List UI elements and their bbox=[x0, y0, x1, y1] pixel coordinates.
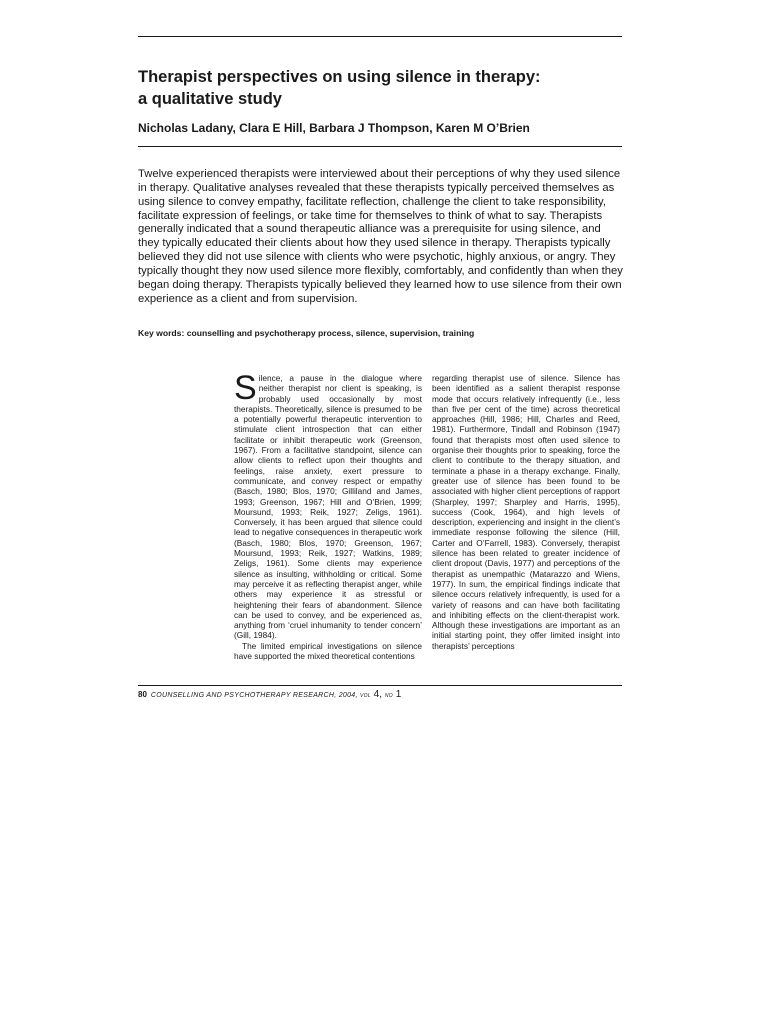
article-title bbox=[138, 66, 622, 110]
volume-label: vol bbox=[360, 692, 371, 699]
body-column-left bbox=[234, 369, 422, 662]
issue-label: no bbox=[384, 692, 393, 699]
page-footer bbox=[138, 689, 622, 701]
body-paragraph: The limited empirical investigations on silence have supported the mixed theoretical contentions bbox=[234, 640, 422, 662]
top-rule bbox=[138, 36, 622, 37]
body-column-right bbox=[432, 373, 620, 651]
footer-rule bbox=[138, 685, 622, 686]
paragraph-text: ilence, a pause in the dialogue where neither therapist nor client is speaking, is probably used occasionally by most therapists. Theoretically, silence is presumed to be a potentially powerful therapeutic intervention to stimulate client introspection that can either facilitate or inhibit therapeutic work (Greenson, 1967). From a facilitative standpoint, silence can allow clients to reflect upon their thoughts and feelings, raise anxiety, exert pressure to communicate, and convey respect or empathy (Basch, 1980; Blos, 1970; Gilliland and James, 1993; Greenson, 1967; Hill and O’Brien, 1999; Moursund, 1993; Reik, 1927; Zeligs, 1961). Conversely, it has been argued that silence could lead to negative consequences in therapeutic work (Basch, 1980; Blos, 1970; Greenson, 1967; Moursund, 1993; Reik, 1927; Watkins, 1989; Zeligs, 1961). Some clients may experience silence as insulting, withholding or critical. Some may perceive it as reflecting therapist anger, while others may experience it as stressful or heightening their fears of abandonment. Silence can be used to convey, and be experienced as, anything from ‘cruel inhumanity to tender concern’ (Gill, 1984). bbox=[234, 373, 422, 641]
header-bottom-rule bbox=[138, 146, 622, 147]
abstract: Twelve experienced therapists were interviewed about their perceptions of why they used silence in therapy. Qualitative analyses revealed that these therapists typically perceived themselves as using silence to convey empathy, facilitate reflection, challenge the client to take responsibility, facilitate expression of feelings, or take time for themselves to think of what to say. Therapists generally indicated that a sound therapeutic alliance was a prerequisite for using silence, and they typically educated their clients about how they used silence in therapy. Therapists typically believed they did not use silence with clients who were psychotic, highly anxious, or angry. They typically thought they now used silence more flexibly, comfortably, and confidently than when they began doing therapy. Therapists typically believed they learned how to use silence from their own experience as a client and from supervision. bbox=[138, 168, 623, 305]
title-line-2: a qualitative study bbox=[138, 90, 282, 108]
page-number: 80 bbox=[138, 690, 147, 699]
body-paragraph bbox=[234, 369, 422, 641]
title-line-1: Therapist perspectives on using silence in therapy: bbox=[138, 68, 541, 86]
keywords: Key words: counselling and psychotherapy process, silence, supervision, training bbox=[138, 328, 475, 338]
volume-number: 4, bbox=[370, 689, 385, 700]
journal-name: COUNSELLING AND PSYCHOTHERAPY RESEARCH bbox=[150, 692, 335, 699]
author-list: Nicholas Ladany, Clara E Hill, Barbara J Thompson, Karen M O’Brien bbox=[138, 121, 530, 135]
drop-cap: S bbox=[234, 369, 257, 407]
journal-year: , 2004, bbox=[334, 692, 360, 699]
issue-number: 1 bbox=[392, 689, 402, 700]
body-paragraph: regarding therapist use of silence. Silence has been identified as a salient therapist response mode that occurs relatively infrequently (i.e., less than five per cent of the time) across theoretical approaches (Hill, 1986; Hill, Charles and Reed, 1981). Furthermore, Tindall and Robinson (1947) found that therapists most often used silence to organise their thoughts prior to speaking, force the client to contribute to the therapy situation, and terminate a phase in a therapy exchange. Finally, greater use of silence has been found to be associated with higher client perceptions of rapport (Sharpley, 1997; Sharpley and Harris, 1995), success (Cook, 1964), and high levels of description, experiencing and insight in the client’s immediate response following the silence (Hill, Carter and O’Farrell, 1983). Conversely, therapist silence has been related to greater incidence of client dropout (Davis, 1977) and perceptions of the therapist as unempathic (Matarazzo and Wiens, 1977). In sum, the empirical findings indicate that silence occurs relatively infrequently, is used for a variety of reasons and can have both facilitating and inhibiting effects on the client-therapist work. Although these investigations are important as an initial starting point, they offer limited insight into therapists’ perceptions bbox=[432, 373, 620, 651]
